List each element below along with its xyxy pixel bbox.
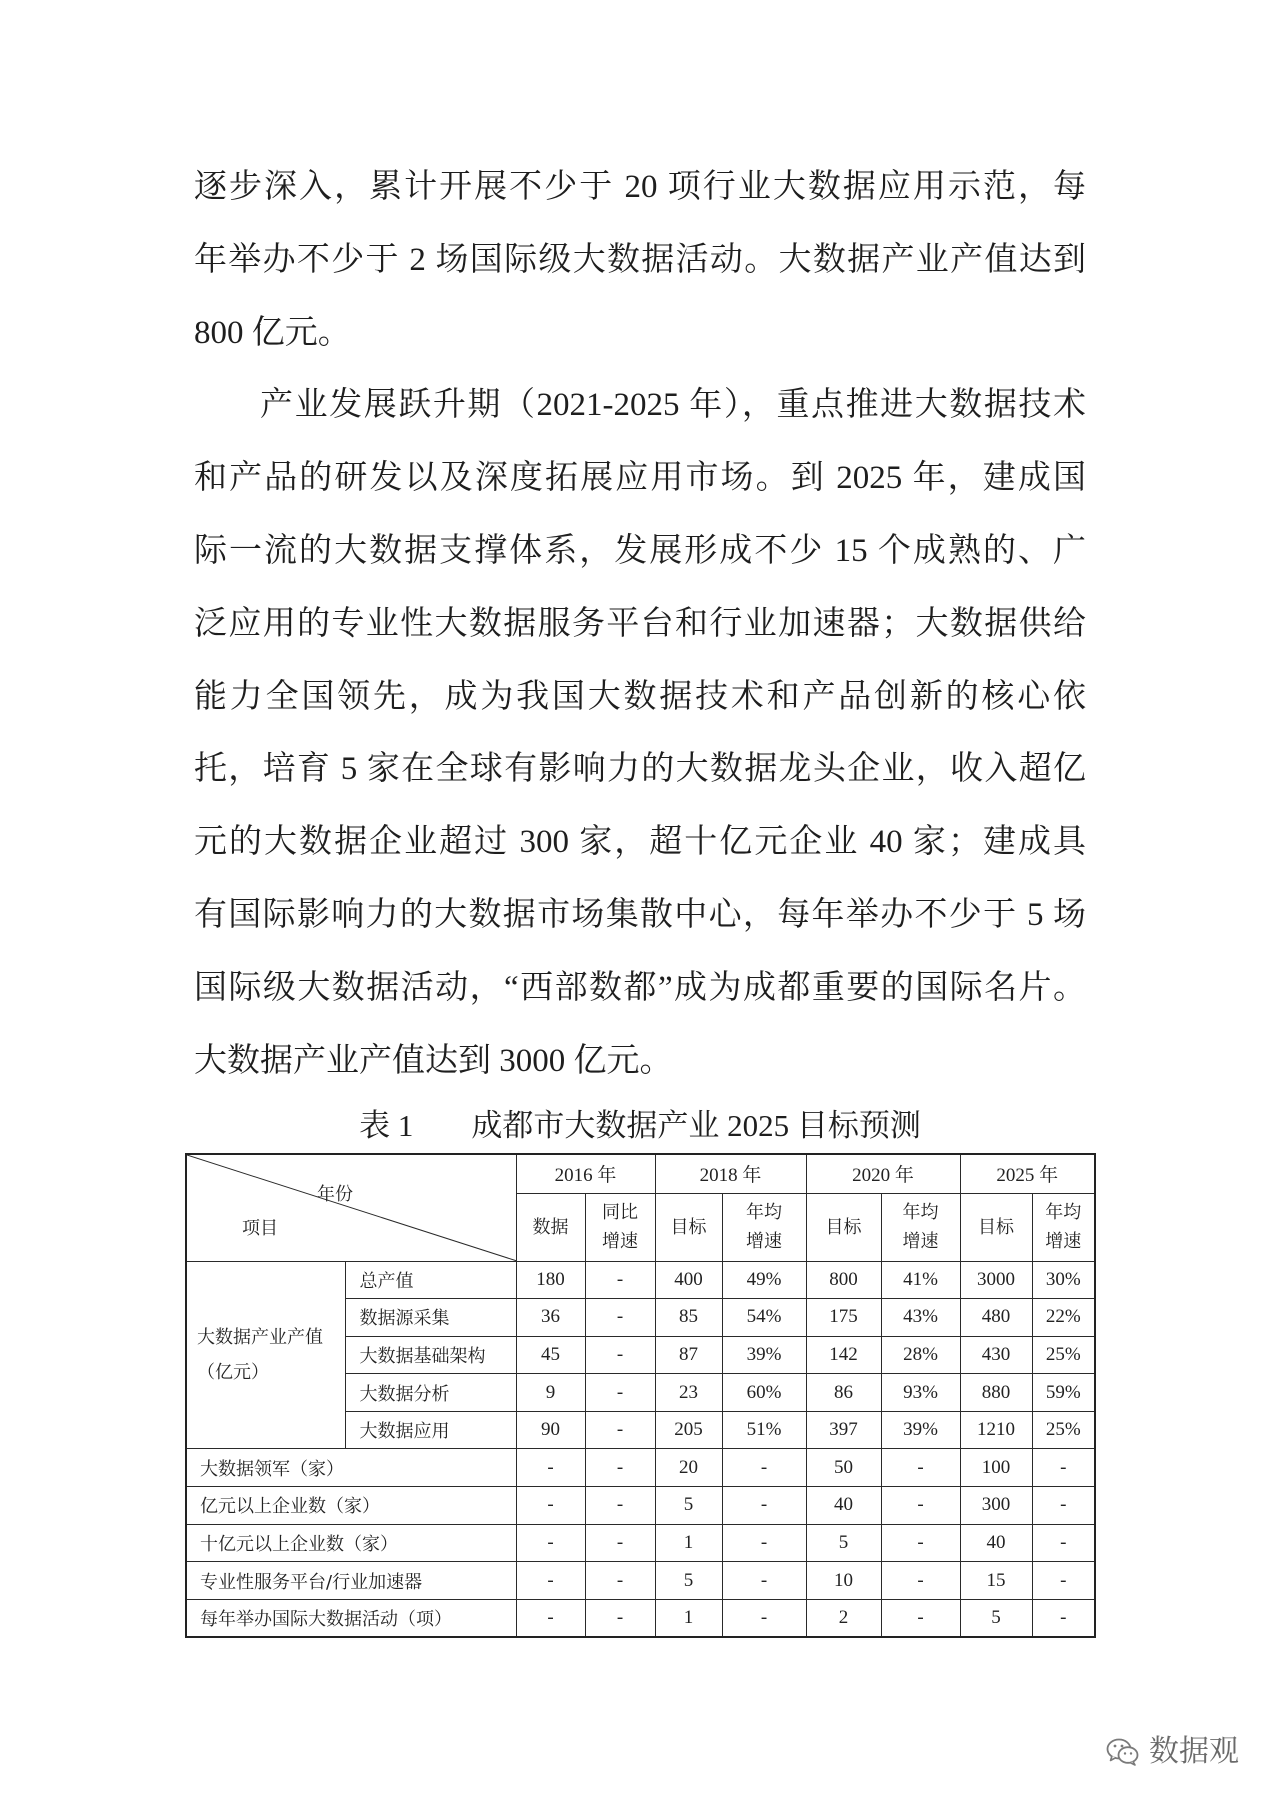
cell-2016-data: - [516, 1599, 585, 1637]
cell-2018-target: 400 [655, 1261, 722, 1299]
cell-2018-target: 205 [655, 1411, 722, 1449]
cell-2025-target: 300 [960, 1487, 1032, 1525]
cell-2025-avg-growth: 25% [1032, 1336, 1095, 1374]
cell-2016-data: 180 [516, 1261, 585, 1299]
cell-2018-avg-growth: - [722, 1487, 806, 1525]
table-row [186, 1562, 1095, 1600]
cell-2018-target: 1 [655, 1599, 722, 1637]
cell-2018-target: 5 [655, 1487, 722, 1525]
table-row [186, 1524, 1095, 1562]
paragraph [194, 151, 1086, 369]
text-line: 际一流的大数据支撑体系，发展形成不少 15 个成熟的、广 [194, 532, 1086, 569]
cell-2020-avg-growth: - [881, 1599, 960, 1637]
cell-2025-target: 100 [960, 1449, 1032, 1487]
cell-2020-target: 800 [806, 1261, 881, 1299]
cell-2025-avg-growth: - [1032, 1599, 1095, 1637]
table-body [186, 1261, 1095, 1637]
cell-2018-target: 20 [655, 1449, 722, 1487]
watermark-text: 数据观 [1149, 1734, 1239, 1769]
cell-2020-avg-growth: - [881, 1524, 960, 1562]
cell-2020-target: 2 [806, 1599, 881, 1637]
cell-2016-yoy-growth: - [585, 1562, 655, 1600]
cell-2018-target: 23 [655, 1374, 722, 1412]
header-row-years [186, 1154, 1095, 1193]
cell-2018-avg-growth: 54% [722, 1299, 806, 1337]
cell-2016-data: - [516, 1487, 585, 1525]
cell-2025-target: 880 [960, 1374, 1032, 1412]
year-header-2018: 2018 年 [655, 1154, 806, 1193]
cell-2025-avg-growth: 59% [1032, 1374, 1095, 1412]
cell-2025-target: 1210 [960, 1411, 1032, 1449]
text-line: 有国际影响力的大数据市场集散中心，每年举办不少于 5 场 [194, 896, 1086, 933]
paragraph [194, 369, 1086, 1097]
cell-2018-avg-growth: 51% [722, 1411, 806, 1449]
cell-2020-avg-growth: - [881, 1562, 960, 1600]
row-group-label: 大数据产业产值 （亿元） [186, 1261, 345, 1449]
cell-2020-target: 86 [806, 1374, 881, 1412]
cell-2025-target: 430 [960, 1336, 1032, 1374]
cell-2016-yoy-growth: - [585, 1411, 655, 1449]
table-caption-title: 成都市大数据产业 2025 目标预测 [471, 1108, 921, 1143]
row-item-label: 每年举办国际大数据活动（项） [186, 1599, 516, 1637]
cell-2016-data: 90 [516, 1411, 585, 1449]
cell-2025-avg-growth: - [1032, 1487, 1095, 1525]
table-caption [0, 1106, 1280, 1146]
cell-2018-avg-growth: - [722, 1449, 806, 1487]
cell-2020-target: 50 [806, 1449, 881, 1487]
cell-2016-data: 45 [516, 1336, 585, 1374]
cell-2025-target: 3000 [960, 1261, 1032, 1299]
row-item-label: 大数据分析 [345, 1374, 516, 1412]
cell-2016-yoy-growth: - [585, 1487, 655, 1525]
corner-header-cell [186, 1154, 516, 1261]
text-line: 产业发展跃升期（2021-2025 年），重点推进大数据技术 [260, 387, 1086, 424]
text-line: 能力全国领先，成为我国大数据技术和产品创新的核心依 [194, 678, 1086, 715]
cell-2018-avg-growth: - [722, 1562, 806, 1600]
cell-2018-avg-growth: - [722, 1524, 806, 1562]
cell-2025-avg-growth: - [1032, 1524, 1095, 1562]
row-item-label: 大数据应用 [345, 1411, 516, 1449]
row-item-label: 总产值 [345, 1261, 516, 1299]
subheader-2025-avg-growth: 年均 增速 [1032, 1193, 1095, 1261]
cell-2025-avg-growth: - [1032, 1562, 1095, 1600]
subheader-2018-avg-growth: 年均 增速 [722, 1193, 806, 1261]
text-line: 800 亿元。 [194, 314, 351, 351]
body-text [194, 151, 1086, 1097]
cell-2025-target: 480 [960, 1299, 1032, 1337]
year-header-2016: 2016 年 [516, 1154, 655, 1193]
text-line: 托，培育 5 家在全球有影响力的大数据龙头企业，收入超亿 [194, 751, 1086, 788]
cell-2016-data: - [516, 1524, 585, 1562]
cell-2020-target: 175 [806, 1299, 881, 1337]
cell-2016-data: - [516, 1449, 585, 1487]
cell-2020-avg-growth: 39% [881, 1411, 960, 1449]
diagonal-divider [187, 1155, 516, 1261]
row-item-label: 大数据基础架构 [345, 1336, 516, 1374]
table-row [186, 1599, 1095, 1637]
cell-2016-data: 9 [516, 1374, 585, 1412]
cell-2018-target: 85 [655, 1299, 722, 1337]
subheader-2025-target: 目标 [960, 1193, 1032, 1261]
subheader-2020-target: 目标 [806, 1193, 881, 1261]
table-row [186, 1487, 1095, 1525]
cell-2016-yoy-growth: - [585, 1336, 655, 1374]
cell-2025-avg-growth: 25% [1032, 1411, 1095, 1449]
corner-year-label: 年份 [317, 1184, 353, 1205]
cell-2020-avg-growth: 28% [881, 1336, 960, 1374]
cell-2018-avg-growth: 60% [722, 1374, 806, 1412]
cell-2016-yoy-growth: - [585, 1261, 655, 1299]
year-header-2020: 2020 年 [806, 1154, 960, 1193]
row-item-label: 大数据领军（家） [186, 1449, 516, 1487]
subheader-2016-yoy-growth: 同比 增速 [585, 1193, 655, 1261]
watermark [1106, 1734, 1239, 1770]
text-line: 逐步深入，累计开展不少于 20 项行业大数据应用示范，每 [194, 169, 1086, 205]
cell-2018-target: 1 [655, 1524, 722, 1562]
text-line: 和产品的研发以及深度拓展应用市场。到 2025 年，建成国 [194, 460, 1086, 497]
cell-2020-avg-growth: 93% [881, 1374, 960, 1412]
cell-2018-avg-growth: 49% [722, 1261, 806, 1299]
cell-2020-avg-growth: 41% [881, 1261, 960, 1299]
cell-2016-yoy-growth: - [585, 1449, 655, 1487]
cell-2025-avg-growth: - [1032, 1449, 1095, 1487]
subheader-2018-target: 目标 [655, 1193, 722, 1261]
cell-2018-avg-growth: 39% [722, 1336, 806, 1374]
text-line: 元的大数据企业超过 300 家，超十亿元企业 40 家；建成具 [194, 824, 1086, 861]
text-line: 大数据产业产值达到 3000 亿元。 [194, 1042, 673, 1079]
text-line: 年举办不少于 2 场国际级大数据活动。大数据产业产值达到 [194, 241, 1086, 278]
cell-2020-target: 5 [806, 1524, 881, 1562]
cell-2018-target: 87 [655, 1336, 722, 1374]
subheader-2016-data: 数据 [516, 1193, 585, 1261]
row-item-label: 十亿元以上企业数（家） [186, 1524, 516, 1562]
text-line: 国际级大数据活动，“西部数都”成为成都重要的国际名片。 [194, 969, 1086, 1006]
cell-2016-data: - [516, 1562, 585, 1600]
cell-2020-avg-growth: - [881, 1487, 960, 1525]
cell-2018-target: 5 [655, 1562, 722, 1600]
cell-2016-yoy-growth: - [585, 1524, 655, 1562]
text-line: 泛应用的专业性大数据服务平台和行业加速器；大数据供给 [194, 605, 1086, 642]
cell-2025-avg-growth: 22% [1032, 1299, 1095, 1337]
cell-2016-yoy-growth: - [585, 1599, 655, 1637]
cell-2025-avg-growth: 30% [1032, 1261, 1095, 1299]
row-item-label: 专业性服务平台/行业加速器 [186, 1562, 516, 1600]
cell-2020-target: 10 [806, 1562, 881, 1600]
year-header-2025: 2025 年 [960, 1154, 1095, 1193]
cell-2025-target: 5 [960, 1599, 1032, 1637]
row-item-label: 数据源采集 [345, 1299, 516, 1337]
cell-2020-avg-growth: - [881, 1449, 960, 1487]
cell-2020-target: 142 [806, 1336, 881, 1374]
table-caption-number: 表 1 [359, 1108, 414, 1143]
cell-2016-data: 36 [516, 1299, 585, 1337]
row-item-label: 亿元以上企业数（家） [186, 1487, 516, 1525]
cell-2020-target: 397 [806, 1411, 881, 1449]
cell-2016-yoy-growth: - [585, 1374, 655, 1412]
wechat-icon [1106, 1737, 1140, 1767]
cell-2020-avg-growth: 43% [881, 1299, 960, 1337]
cell-2020-target: 40 [806, 1487, 881, 1525]
cell-2025-target: 40 [960, 1524, 1032, 1562]
cell-2018-avg-growth: - [722, 1599, 806, 1637]
subheader-2020-avg-growth: 年均 增速 [881, 1193, 960, 1261]
cell-2025-target: 15 [960, 1562, 1032, 1600]
cell-2016-yoy-growth: - [585, 1299, 655, 1337]
corner-item-label: 项目 [242, 1218, 278, 1239]
target-forecast-table [185, 1153, 1096, 1638]
table-row [186, 1261, 1095, 1299]
table-row [186, 1449, 1095, 1487]
